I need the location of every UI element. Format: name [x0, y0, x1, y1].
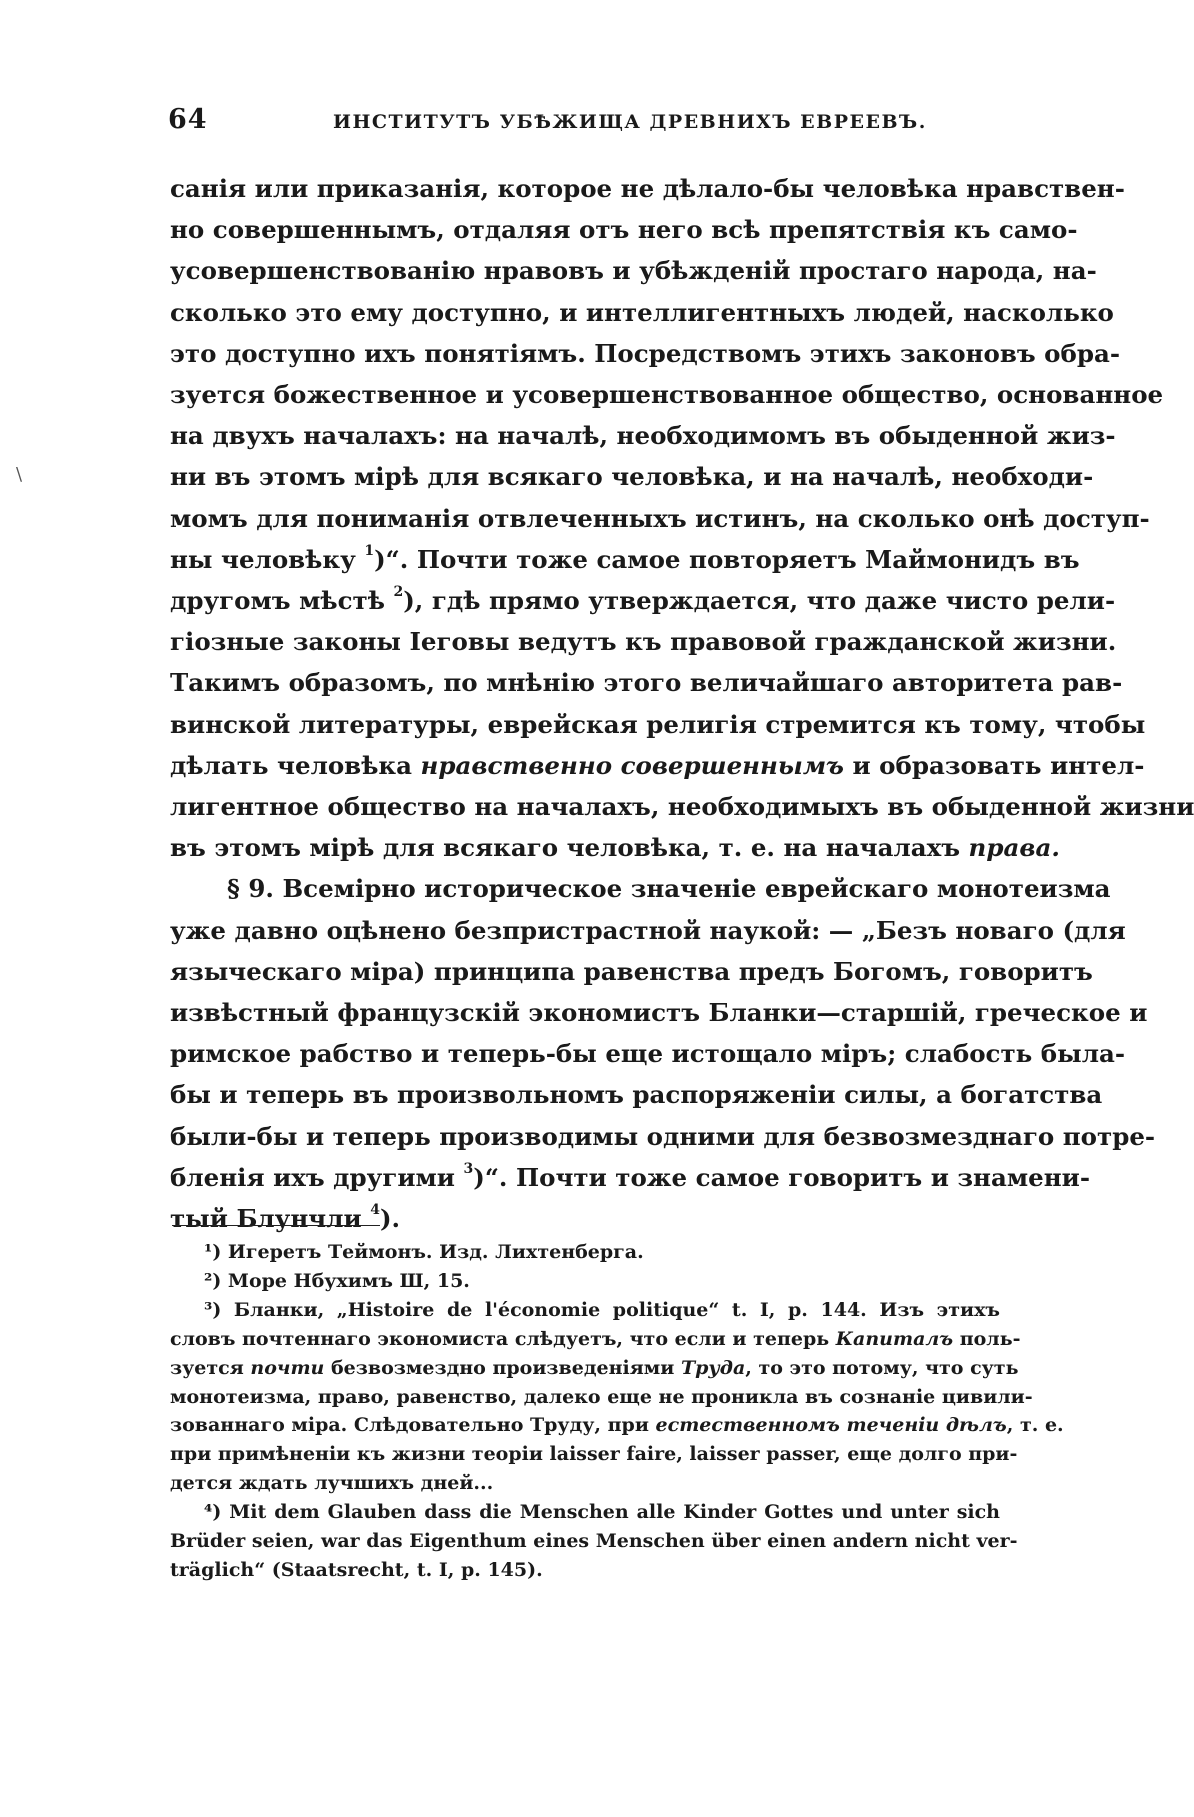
- text-line: [170, 745, 1145, 786]
- footnotes: [170, 1238, 1064, 1585]
- text-line: [170, 1157, 1091, 1198]
- footnote-ref: 1: [364, 542, 375, 559]
- running-title: ИНСТИТУТЪ УБѢЖИЩА ДРЕВНИХЪ ЕВРЕЕВЪ.: [333, 111, 927, 133]
- footnote-4-line: Brüder seien, war das Eigenthum eines Menschen über einen andern nicht ver-: [170, 1530, 1018, 1553]
- text-segment: дѣлать человѣка: [170, 750, 421, 780]
- text-segment: поль-: [953, 1327, 1021, 1350]
- text-line: но совершеннымъ, отдаляя отъ него всѣ препятствія къ само-: [170, 215, 1078, 245]
- italic-phrase: права.: [968, 833, 1060, 863]
- text-segment: словъ почтеннаго экономиста слѣдуетъ, что если и теперь: [170, 1327, 836, 1350]
- footnote-4-line: träglich“ (Staatsrecht, t. I, p. 145).: [170, 1558, 543, 1581]
- footnote-3-line: [170, 1325, 1021, 1354]
- italic-phrase: Труда: [680, 1356, 746, 1379]
- text-segment: )“. Почти тоже самое говоритъ и знамени-: [473, 1162, 1091, 1192]
- footnote-ref: 2: [393, 583, 404, 600]
- text-line: момъ для пониманія отвлеченныхъ истинъ, на сколько онѣ доступ-: [170, 503, 1150, 533]
- text-line: санія или приказанія, которое не дѣлало-бы человѣка нравствен-: [170, 174, 1125, 203]
- text-line: извѣстный французскій экономистъ Бланки—старшій, греческое и: [170, 998, 1148, 1028]
- text-segment: тый Блунчли: [170, 1204, 371, 1234]
- text-line: зуется божественное и усовершенствованное общество, основанное: [170, 380, 1164, 410]
- text-line: Такимъ образомъ, по мнѣнію этого величайшаго авторитета рав-: [170, 668, 1123, 698]
- text-segment: въ этомъ мірѣ для всякаго человѣка, т. е. на началахъ: [170, 833, 969, 863]
- section-heading-line: § 9. Всемірно историческое значеніе еврейскаго монотеизма: [227, 874, 1111, 904]
- page-header: [168, 104, 1000, 144]
- text-line: усовершенствованію нравовъ и убѣжденій простаго народа, на-: [170, 256, 1097, 286]
- text-line: уже давно оцѣнено безпристрастной наукой: — „Безъ новаго (для: [170, 915, 1126, 945]
- footnote-text: Море Нбухимъ Ш, 15.: [221, 1269, 470, 1292]
- text-segment: ), гдѣ прямо утверждается, что даже чисто рели-: [403, 586, 1116, 616]
- footnote-marker: ¹): [204, 1241, 222, 1263]
- footnote-divider: [172, 1225, 380, 1226]
- footnote-3-line: монотеизма, право, равенство, далеко еще не проникла въ сознаніе цивили-: [170, 1385, 1033, 1408]
- footnote-3-line: при примѣненіи къ жизни теоріи laisser faire, laisser passer, еще долго при-: [170, 1443, 1018, 1466]
- footnote-marker: ²): [204, 1269, 222, 1292]
- footnote-3-line: дется ждать лучшихъ дней...: [170, 1472, 494, 1495]
- page-number: 64: [168, 104, 208, 135]
- footnote-ref: 3: [463, 1160, 474, 1177]
- text-segment: зованнаго міра. Слѣдовательно Труду, при: [170, 1414, 656, 1437]
- text-line: это доступно ихъ понятіямъ. Посредствомъ этихъ законовъ обра-: [170, 338, 1121, 368]
- main-text: [170, 168, 1194, 1239]
- text-line: римское рабство и теперь-бы еще истощало міръ; слабость была-: [170, 1039, 1126, 1069]
- text-segment: ).: [379, 1204, 401, 1234]
- text-segment: , т. е.: [1006, 1414, 1064, 1437]
- text-line: языческаго міра) принципа равенства предъ Богомъ, говоритъ: [170, 956, 1093, 986]
- text-segment: безвозмездно произведеніями: [324, 1356, 681, 1379]
- italic-phrase: Капиталъ: [835, 1327, 954, 1350]
- footnote-text: Игеретъ Теймонъ. Изд. Лихтенберга.: [221, 1241, 644, 1263]
- margin-mark: \: [16, 464, 23, 485]
- text-segment: другомъ мѣстѣ: [170, 586, 394, 616]
- text-line: [170, 539, 1080, 580]
- footnote-3-line: [170, 1354, 1019, 1383]
- text-line: [170, 827, 1060, 868]
- text-line: бы и теперь въ произвольномъ распоряженіи силы, а богатства: [170, 1080, 1103, 1110]
- text-line: сколько это ему доступно, и интеллигентныхъ людей, насколько: [170, 297, 1114, 327]
- text-line: лигентное общество на началахъ, необходимыхъ въ обыденной жизни: [170, 792, 1194, 822]
- italic-phrase: естественномъ теченіи дѣлъ: [655, 1414, 1007, 1437]
- footnote-2: [170, 1267, 1000, 1296]
- text-line: ни въ этомъ мірѣ для всякаго человѣка, и на началѣ, необходи-: [170, 462, 1094, 492]
- text-segment: и образовать интел-: [843, 750, 1145, 780]
- text-segment: )“. Почти тоже самое повторяетъ Маймонидъ въ: [374, 544, 1080, 574]
- italic-phrase: почти: [250, 1356, 325, 1379]
- footnote-ref: 4: [370, 1201, 380, 1218]
- text-line: [170, 1198, 1000, 1239]
- text-segment: ны человѣку: [170, 544, 365, 574]
- text-line: гіозные законы Іеговы ведутъ къ правовой гражданской жизни.: [170, 627, 1117, 657]
- text-segment: , то это потому, что суть: [745, 1356, 1019, 1379]
- italic-phrase: нравственно совершеннымъ: [420, 750, 844, 780]
- text-line: винской литературы, еврейская религія стремится къ тому, чтобы: [170, 709, 1146, 739]
- text-line: были-бы и теперь производимы одними для безвозмезднаго потре-: [170, 1121, 1156, 1151]
- text-line: на двухъ началахъ: на началѣ, необходимомъ въ обыденной жиз-: [170, 421, 1116, 451]
- text-segment: бленія ихъ другими: [170, 1162, 464, 1192]
- footnote-3-line: ³) Бланки, „Histoire de l'économie politique“ t. I, p. 144. Изъ этихъ: [204, 1298, 1000, 1321]
- footnote-1: [170, 1238, 1000, 1267]
- footnote-4-line: ⁴) Mit dem Glauben dass die Menschen alle Kinder Gottes und unter sich: [204, 1501, 1000, 1524]
- text-line: [170, 580, 1116, 621]
- text-segment: зуется: [170, 1356, 251, 1379]
- footnote-3-line: [170, 1411, 1064, 1440]
